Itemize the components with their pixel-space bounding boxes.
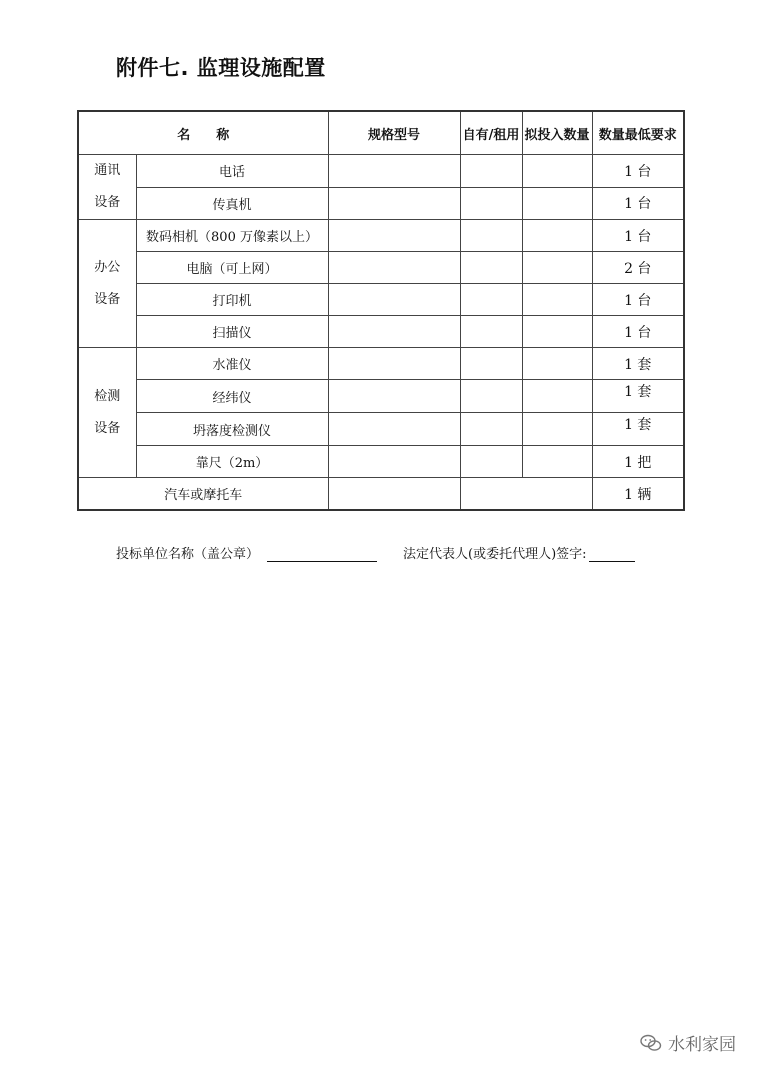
ownership-cell xyxy=(460,155,522,188)
planned-qty-cell xyxy=(522,413,592,446)
spec-cell xyxy=(328,284,460,316)
table-row xyxy=(78,220,684,252)
planned-qty-cell xyxy=(522,348,592,380)
item-name: 扫描仪 xyxy=(136,316,328,348)
table-row xyxy=(78,316,684,348)
spec-cell xyxy=(328,316,460,348)
item-name: 汽车或摩托车 xyxy=(78,478,328,511)
item-name: 坍落度检测仪 xyxy=(136,413,328,446)
watermark xyxy=(640,1030,736,1055)
wechat-icon xyxy=(640,1034,662,1052)
ownership-cell xyxy=(460,446,522,478)
planned-qty-cell xyxy=(522,446,592,478)
min-qty-cell: 1 台 xyxy=(592,220,684,252)
min-qty-cell: 1 套 xyxy=(592,380,684,413)
table-row xyxy=(78,284,684,316)
item-name: 电脑（可上网） xyxy=(136,252,328,284)
group-label-communication: 通讯 设备 xyxy=(78,155,136,220)
planned-qty-cell xyxy=(522,252,592,284)
min-qty-cell: 1 台 xyxy=(592,284,684,316)
ownership-cell xyxy=(460,348,522,380)
spec-cell xyxy=(328,413,460,446)
representative-signature-line xyxy=(589,561,635,562)
planned-qty-cell xyxy=(522,380,592,413)
table-row xyxy=(78,446,684,478)
ownership-cell xyxy=(460,284,522,316)
bidder-signature xyxy=(116,543,377,562)
item-name: 传真机 xyxy=(136,187,328,220)
group-label-testing: 检测 设备 xyxy=(78,348,136,478)
spec-cell xyxy=(328,220,460,252)
item-name: 数码相机（800 万像素以上） xyxy=(136,220,328,252)
spec-cell xyxy=(328,252,460,284)
planned-qty-cell xyxy=(522,155,592,188)
spec-cell xyxy=(328,155,460,188)
table-row xyxy=(78,187,684,220)
representative-label: 法定代表人(或委托代理人)签字: xyxy=(403,547,587,562)
min-qty-cell: 1 台 xyxy=(592,187,684,220)
table-header-row xyxy=(78,111,684,155)
table-row xyxy=(78,348,684,380)
item-name: 水准仪 xyxy=(136,348,328,380)
min-qty-cell: 1 辆 xyxy=(592,478,684,511)
ownership-cell xyxy=(460,252,522,284)
min-qty-cell: 1 把 xyxy=(592,446,684,478)
spec-cell xyxy=(328,478,460,511)
planned-qty-cell xyxy=(522,187,592,220)
header-spec: 规格型号 xyxy=(328,111,460,155)
ownership-cell xyxy=(460,187,522,220)
spec-cell xyxy=(328,187,460,220)
table-row xyxy=(78,380,684,413)
table-row xyxy=(78,413,684,446)
header-planned-qty: 拟投入数量 xyxy=(522,111,592,155)
spec-cell xyxy=(328,348,460,380)
min-qty-cell: 1 套 xyxy=(592,413,684,446)
planned-qty-cell xyxy=(522,316,592,348)
spec-cell xyxy=(328,446,460,478)
header-name: 名 称 xyxy=(78,111,328,155)
ownership-cell xyxy=(460,413,522,446)
table-row-vehicle xyxy=(78,478,684,511)
ownership-cell xyxy=(460,380,522,413)
item-name: 电话 xyxy=(136,155,328,188)
watermark-text: 水利家园 xyxy=(668,1035,736,1055)
header-ownership: 自有/租用 xyxy=(460,111,522,155)
table-row xyxy=(78,252,684,284)
group-label-office: 办公 设备 xyxy=(78,220,136,348)
bidder-signature-line xyxy=(267,561,377,562)
table-row xyxy=(78,155,684,188)
item-name: 打印机 xyxy=(136,284,328,316)
item-name: 靠尺（2m） xyxy=(136,446,328,478)
document-title: 附件七. 监理设施配置 xyxy=(116,56,326,80)
spec-cell xyxy=(328,380,460,413)
planned-qty-cell xyxy=(522,284,592,316)
facility-table xyxy=(77,110,685,511)
min-qty-cell: 1 台 xyxy=(592,155,684,188)
representative-signature xyxy=(403,543,635,562)
ownership-cell xyxy=(460,478,592,511)
header-min-qty: 数量最低要求 xyxy=(592,111,684,155)
min-qty-cell: 2 台 xyxy=(592,252,684,284)
ownership-cell xyxy=(460,316,522,348)
min-qty-cell: 1 套 xyxy=(592,348,684,380)
min-qty-cell: 1 台 xyxy=(592,316,684,348)
item-name: 经纬仪 xyxy=(136,380,328,413)
bidder-label: 投标单位名称（盖公章） xyxy=(116,547,260,562)
ownership-cell xyxy=(460,220,522,252)
planned-qty-cell xyxy=(522,220,592,252)
